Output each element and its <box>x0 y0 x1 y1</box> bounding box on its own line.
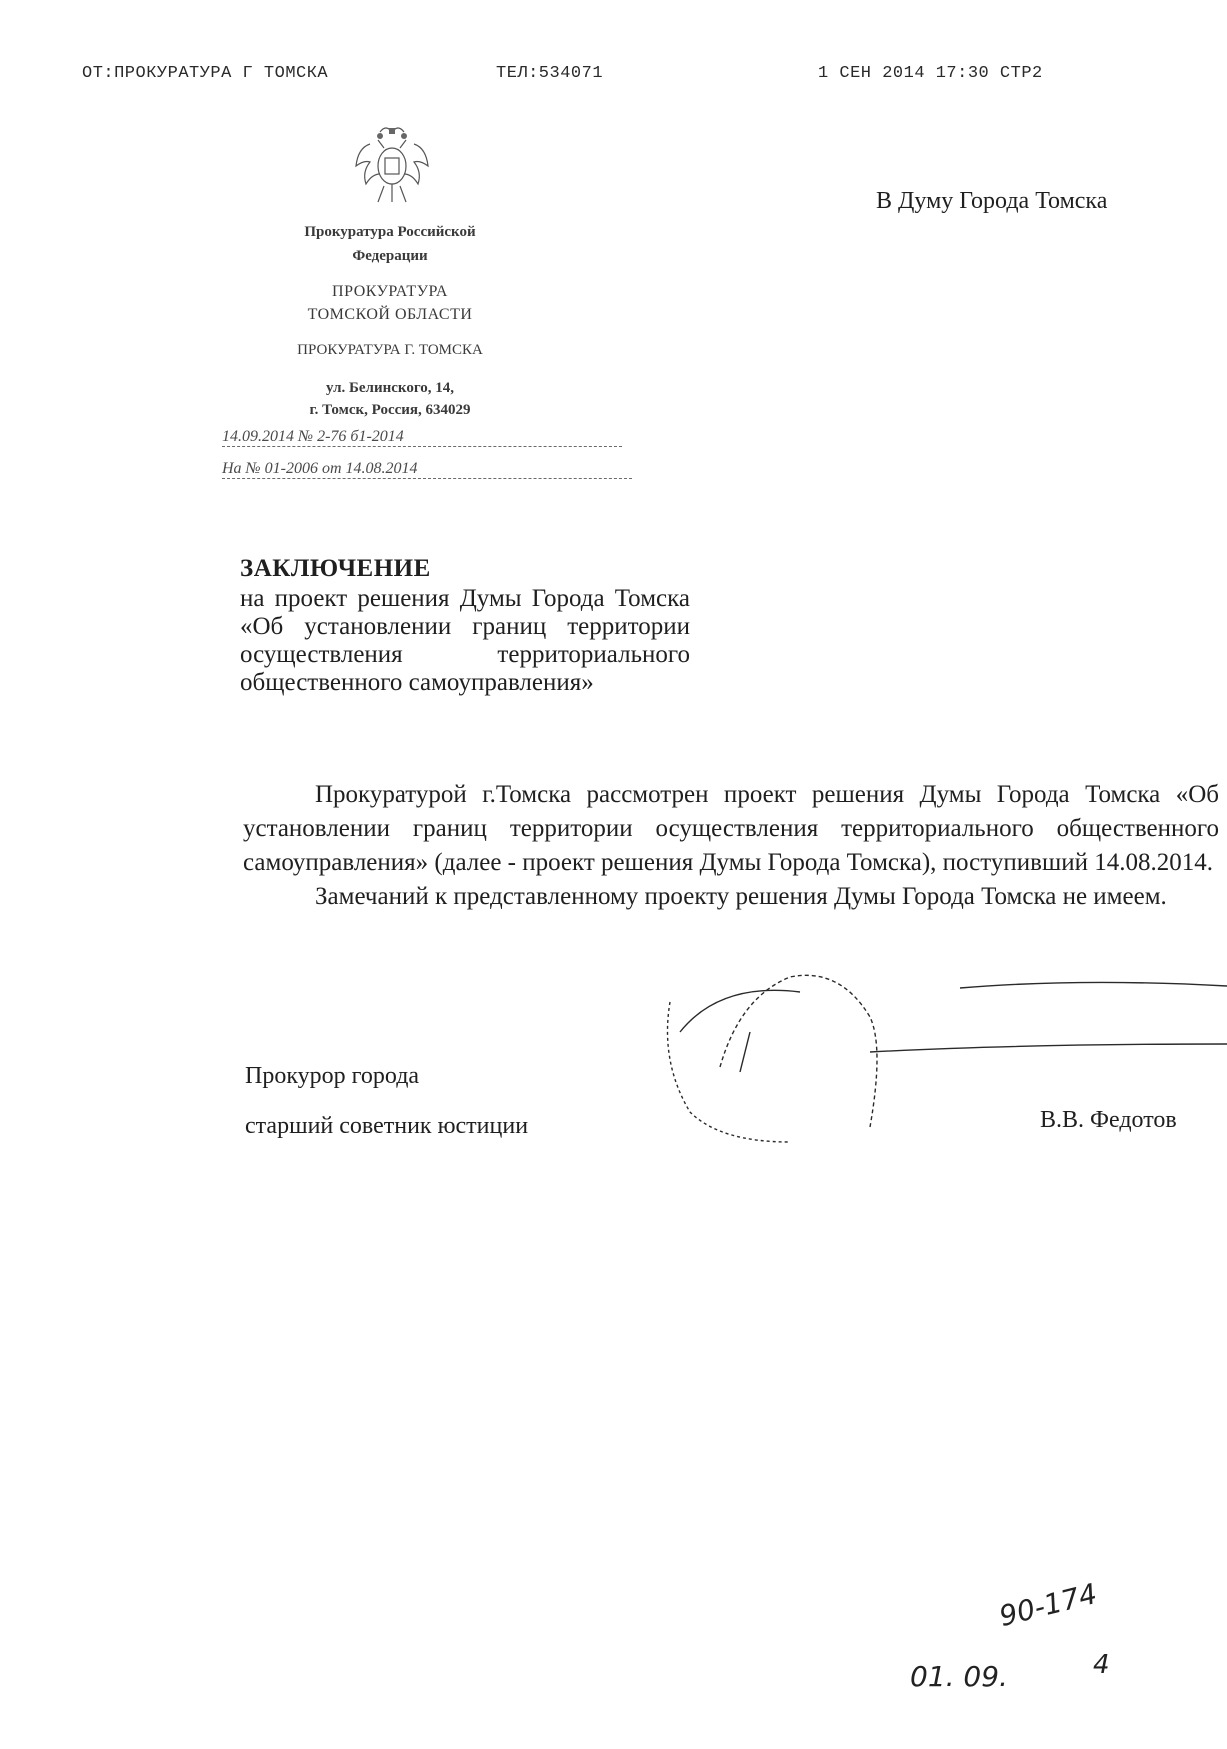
letterhead-address-city: г. Томск, Россия, 634029 <box>309 402 471 418</box>
document-title: ЗАКЛЮЧЕНИЕ <box>240 555 431 582</box>
reference-number-line: На № 01-2006 от 14.08.2014 <box>222 460 632 479</box>
letterhead-line-1: Прокуратура Российской <box>304 224 476 240</box>
letterhead-line-2: Федерации <box>352 248 428 264</box>
double-headed-eagle-emblem-icon <box>350 122 434 208</box>
document-body <box>243 778 1219 914</box>
handwritten-date-note: 01. 09. <box>910 1660 1008 1693</box>
letterhead-line-5: ПРОКУРАТУРА Г. ТОМСКА <box>297 342 483 358</box>
fax-header-date: 1 СЕН 2014 17:30 СТР2 <box>818 64 1043 83</box>
letterhead-address-street: ул. Белинского, 14, <box>325 380 455 396</box>
handwritten-page-count-note: 4 <box>1093 1650 1110 1680</box>
body-paragraph-1: Прокуратурой г.Томска рассмотрен проект решения Думы Города Томска «Об установлении границ территории осуществления территориального общественного самоуправления» (далее - проект решения Думы Города Томска), поступивший 14.08.2014. <box>243 781 1219 876</box>
signatory-name: В.В. Федотов <box>1040 1107 1177 1133</box>
registration-number-line: 14.09.2014 № 2-76 б1-2014 <box>222 428 622 447</box>
handwritten-registration-note: 90-174 <box>996 1576 1101 1633</box>
body-paragraph-2: Замечаний к представленному проекту решения Думы Города Томска не имеем. <box>315 883 1167 910</box>
fax-header-tel: ТЕЛ:534071 <box>496 64 604 83</box>
letterhead-line-3: ПРОКУРАТУРА <box>332 283 448 300</box>
letterhead-line-4: ТОМСКОЙ ОБЛАСТИ <box>307 306 473 323</box>
signatory-position-line-2: старший советник юстиции <box>245 1113 529 1139</box>
fax-header-from: ОТ:ПРОКУРАТУРА Г ТОМСКА <box>82 64 329 83</box>
handwritten-signature <box>660 972 1227 1172</box>
document-subject: на проект решения Думы Города Томска «Об установлении границ территории осуществления территориального общественного самоуправления» <box>240 585 690 696</box>
signatory-position-line-1: Прокурор города <box>245 1063 420 1089</box>
addressee: В Думу Города Томска <box>876 188 1108 214</box>
